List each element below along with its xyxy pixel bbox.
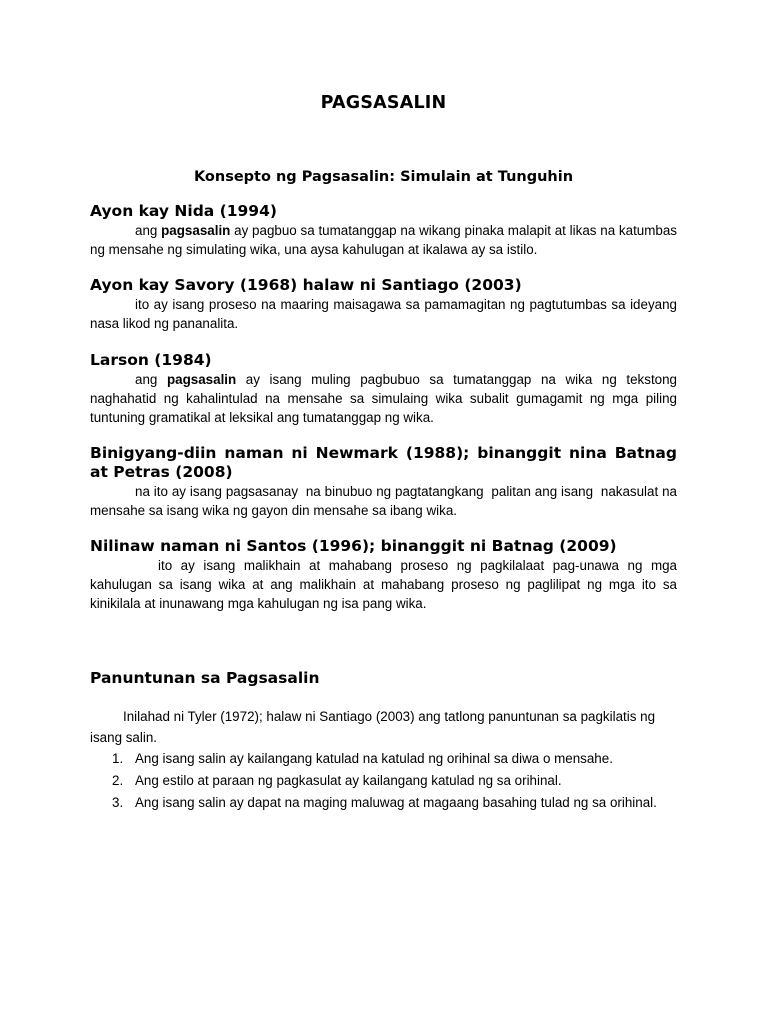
section-body-nida [90, 221, 677, 259]
section-heading-santos: Nilinaw naman ni Santos (1996); binanggit ni Batnag (2009) [90, 537, 617, 555]
section-body-pre: ang [135, 372, 167, 387]
list-item-text: Ang estilo at paraan ng pagkasulat ay kailangang katulad ng sa orihinal. [135, 773, 562, 788]
list-item-number: 1. [112, 751, 124, 766]
section-body-text: ay pagbuo sa tumatanggap na wikang pinaka malapit at likas na katumbas ng mensahe ng simulating wika, una aysa kahulugan at ikalawa ay sa istilo. [90, 223, 677, 257]
list-item-number: 2. [112, 773, 124, 788]
list-item [90, 792, 680, 814]
page-title: PAGSASALIN [320, 93, 447, 113]
list-item-text: Ang isang salin ay kailangang katulad na katulad ng orihinal sa diwa o mensahe. [135, 751, 613, 766]
panuntunan-list [90, 748, 680, 814]
panuntunan-intro-text: Inilahad ni Tyler (1972); halaw ni Santiago (2003) ang tatlong panuntunan sa pagkilatis ng isang salin. [90, 709, 656, 745]
section-heading-nida: Ayon kay Nida (1994) [90, 202, 277, 220]
key-term: pagsasalin [166, 372, 237, 387]
section-heading-savory: Ayon kay Savory (1968) halaw ni Santiago (2003) [90, 276, 522, 294]
section-body-text: na ito ay isang pagsasanay na binubuo ng pagtatangkang palitan ang isang nakasulat na mensahe sa isang wika ng gayon din mensahe sa ibang wika. [90, 484, 681, 518]
list-item [90, 748, 680, 770]
section-body-text: ito ay isang malikhain at mahabang proseso ng pagkilalaat pag-unawa ng mga kahulugan sa isang wika at ang malikhain at mahabang proseso ng paglilipat ng mga ito sa kinikilala at inunawang mga kahulugan ng isa pang wika. [90, 558, 677, 611]
section-heading-panuntunan: Panuntunan sa Pagsasalin [90, 669, 320, 687]
list-item-number: 3. [112, 795, 124, 810]
section-body-larson [90, 370, 677, 427]
list-item [90, 770, 680, 792]
section-heading-newmark: Binigyang-diin naman ni Newmark (1988); binanggit nina Batnag at Petras (2008) [90, 444, 677, 481]
section-body-text: ay isang muling pagbubuo sa tumatanggap na wika ng tekstong naghahatid ng kahalintulad na mensahe sa simulaing wika subalit gumagamit ng mga piling tuntuning gramatikal at leksikal ang tumatanggap ng wika. [90, 372, 678, 425]
section-body-pre: ang [135, 223, 162, 238]
list-item-text: Ang isang salin ay dapat na maging maluwag at magaang basahing tulad ng sa orihinal. [135, 795, 657, 810]
panuntunan-intro [90, 706, 680, 748]
section-heading-larson: Larson (1984) [90, 351, 212, 369]
page-subtitle: Konsepto ng Pagsasalin: Simulain at Tunguhin [193, 169, 574, 185]
key-term: pagsasalin [161, 223, 231, 238]
section-body-newmark [90, 482, 681, 520]
section-body-savory [90, 295, 677, 333]
section-body-santos [90, 556, 677, 613]
section-body-text: ito ay isang proseso na maaring maisagawa sa pamamagitan ng pagtutumbas sa ideyang nasa likod ng pananalita. [90, 297, 677, 331]
